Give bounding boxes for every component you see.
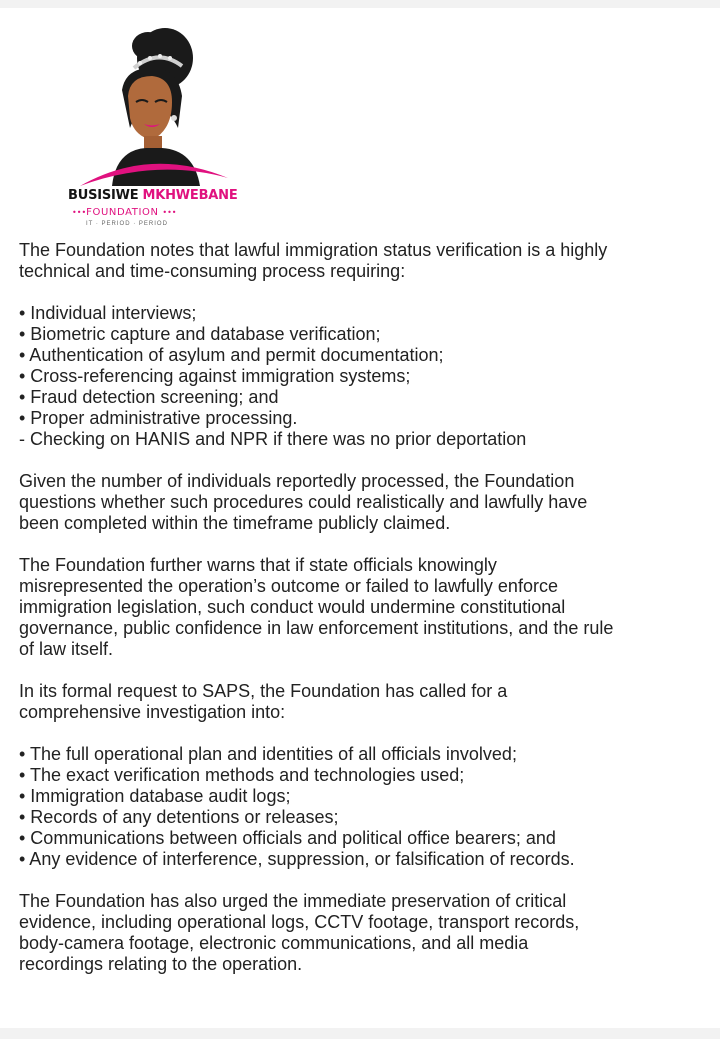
paragraph-line: evidence, including operational logs, CCTV footage, transport records,	[19, 912, 580, 932]
intro-line: technical and time-consuming process requiring:	[19, 261, 406, 281]
logo-title	[68, 188, 238, 203]
logo-subtitle-text: FOUNDATION	[86, 207, 159, 218]
article-body	[19, 240, 709, 975]
paragraph-line: The Foundation has also urged the immediate preservation of critical	[19, 891, 567, 911]
logo-subtitle	[72, 207, 232, 218]
paragraph-line: Given the number of individuals reportedly processed, the Foundation	[19, 471, 575, 491]
paragraph-line: recordings relating to the operation.	[19, 954, 303, 974]
intro-line: The Foundation notes that lawful immigration status verification is a highly	[19, 240, 608, 260]
list-item: • Individual interviews;	[19, 303, 197, 323]
paragraph-line: body-camera footage, electronic communications, and all media	[19, 933, 529, 953]
logo-dots-right: •••	[162, 208, 177, 217]
paragraph-line: questions whether such procedures could realistically and lawfully have	[19, 492, 588, 512]
portrait-illustration	[60, 18, 240, 188]
logo-name-last: MKHWEBANE	[142, 188, 238, 203]
list-item: - Checking on HANIS and NPR if there was no prior deportation	[19, 429, 527, 449]
paragraph-line: In its formal request to SAPS, the Foundation has called for a	[19, 681, 508, 701]
paragraph-line: comprehensive investigation into:	[19, 702, 286, 722]
paragraph-line: misrepresented the operation’s outcome or failed to lawfully enforce	[19, 576, 558, 596]
list-item: • Communications between officials and political office bearers; and	[19, 828, 556, 848]
list-item: • Biometric capture and database verification;	[19, 324, 381, 344]
paragraph-line: The Foundation further warns that if state officials knowingly	[19, 555, 497, 575]
logo-dots-left: •••	[72, 208, 87, 217]
list-item: • The exact verification methods and technologies used;	[19, 765, 465, 785]
list-item: • Any evidence of interference, suppression, or falsification of records.	[19, 849, 575, 869]
logo-name-first: BUSISIWE	[68, 188, 139, 203]
list-item: • Fraud detection screening; and	[19, 387, 279, 407]
paragraph-line: governance, public confidence in law enforcement institutions, and the rule	[19, 618, 614, 638]
list-item: • Records of any detentions or releases;	[19, 807, 339, 827]
paragraph-line: of law itself.	[19, 639, 114, 659]
list-item: • Proper administrative processing.	[19, 408, 298, 428]
paragraph-line: immigration legislation, such conduct would undermine constitutional	[19, 597, 566, 617]
foundation-logo	[60, 18, 240, 233]
list-item: • The full operational plan and identities of all officials involved;	[19, 744, 517, 764]
paragraph-line: been completed within the timeframe publicly claimed.	[19, 513, 451, 533]
list-item: • Immigration database audit logs;	[19, 786, 291, 806]
list-item: • Cross-referencing against immigration systems;	[19, 366, 411, 386]
document-page	[0, 8, 720, 1028]
logo-tagline: IT · PERIOD · PERIOD	[86, 221, 168, 227]
list-item: • Authentication of asylum and permit documentation;	[19, 345, 444, 365]
